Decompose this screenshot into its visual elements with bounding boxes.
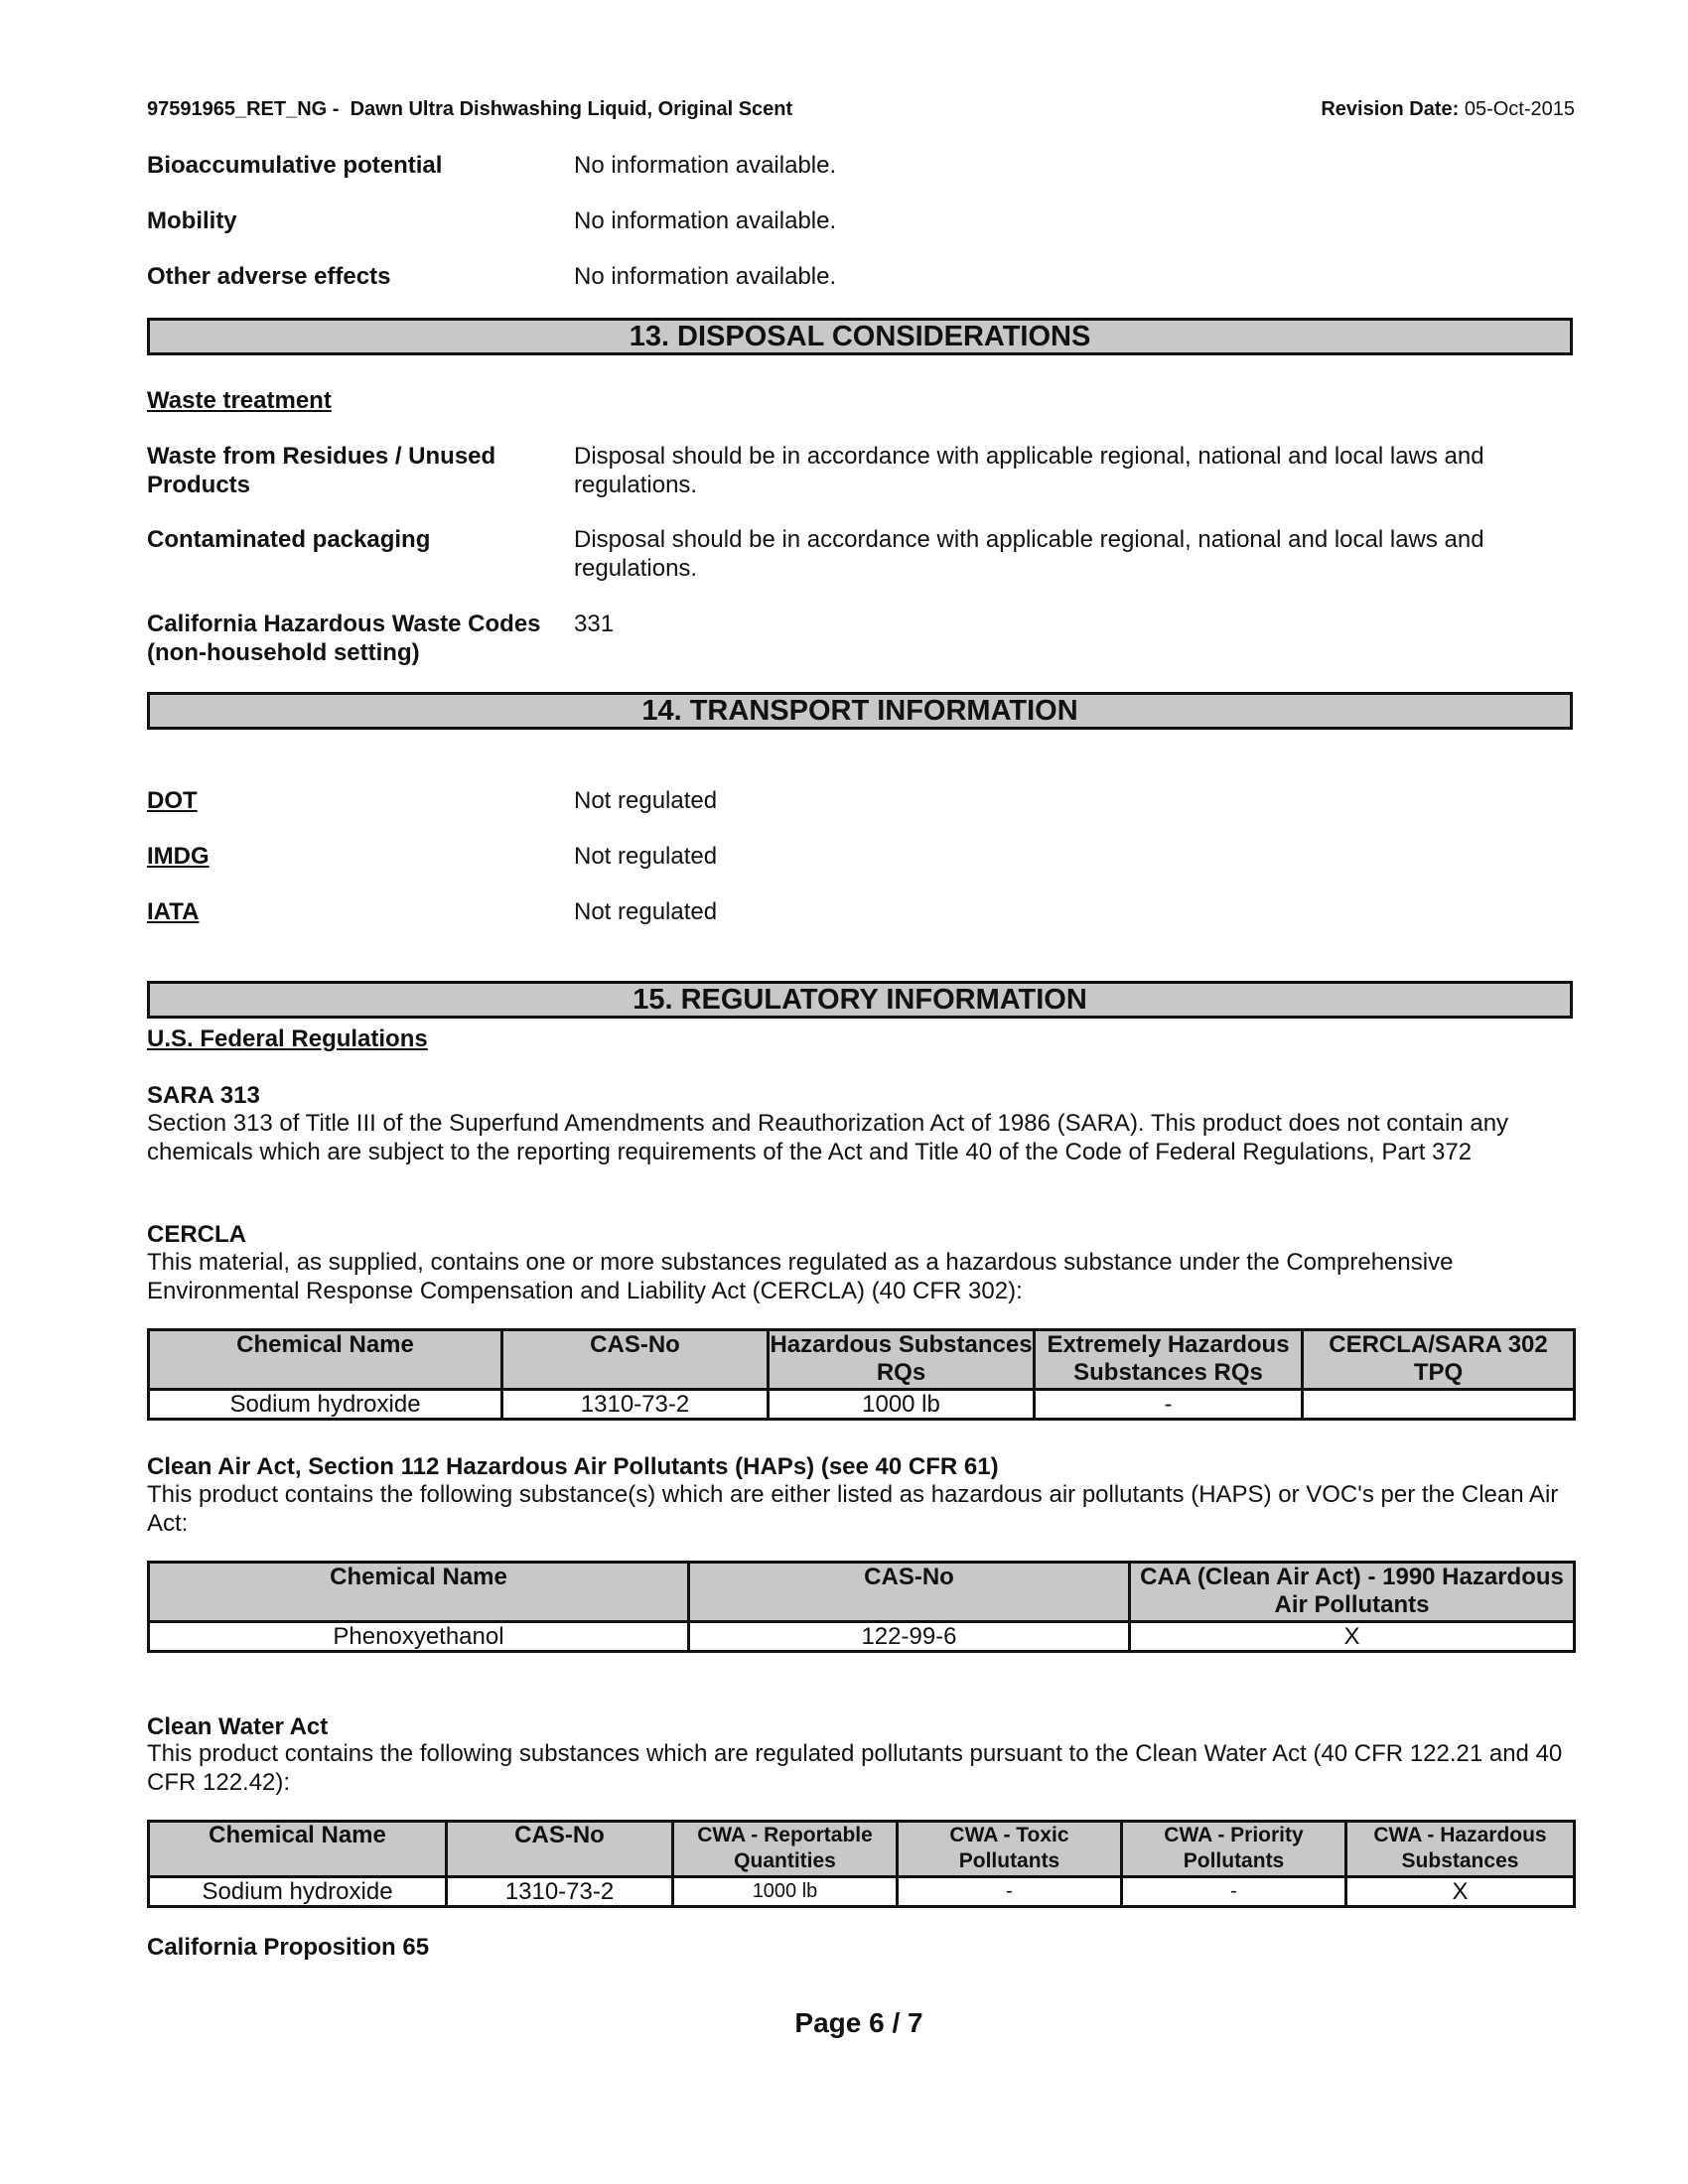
table-header: CAS-No bbox=[502, 1330, 769, 1390]
caa-table bbox=[147, 1561, 1576, 1653]
waste-residues-label: Waste from Residues / Unused Products bbox=[147, 443, 496, 498]
table-header: CAS-No bbox=[447, 1822, 673, 1877]
table-cell: 1000 lb bbox=[673, 1877, 898, 1907]
cwa-table bbox=[147, 1820, 1576, 1908]
table-header: CAA (Clean Air Act) - 1990 Hazardous Air Pollutants bbox=[1130, 1563, 1575, 1622]
contaminated-packaging-value: Disposal should be in accordance with applicable regional, national and local laws and regulations. bbox=[574, 526, 1484, 582]
table-header: Extremely Hazardous Substances RQs bbox=[1035, 1330, 1303, 1390]
waste-treatment-subheading: Waste treatment bbox=[147, 387, 332, 414]
imdg-value: Not regulated bbox=[574, 843, 718, 870]
other-adverse-label: Other adverse effects bbox=[147, 263, 391, 290]
table-cell: 122-99-6 bbox=[689, 1622, 1130, 1652]
table-cell: 1000 lb bbox=[769, 1390, 1035, 1420]
cwa-title: Clean Water Act bbox=[147, 1713, 329, 1740]
revision-value: 05-Oct-2015 bbox=[1464, 98, 1575, 120]
product-name: Dawn Ultra Dishwashing Liquid, Original Scent bbox=[350, 98, 793, 120]
table-header: Chemical Name bbox=[149, 1330, 502, 1390]
cercla-table bbox=[147, 1328, 1576, 1421]
us-federal-subheading: U.S. Federal Regulations bbox=[147, 1025, 428, 1052]
section-14-heading: 14. TRANSPORT INFORMATION bbox=[147, 692, 1573, 730]
table-cell: - bbox=[1122, 1877, 1346, 1907]
table-header: Chemical Name bbox=[149, 1822, 447, 1877]
imdg-label: IMDG bbox=[147, 843, 210, 870]
prop65-title: California Proposition 65 bbox=[147, 1934, 430, 1961]
ca-waste-codes-label: California Hazardous Waste Codes (non-household setting) bbox=[147, 611, 541, 666]
table-header: CWA - Reportable Quantities bbox=[673, 1822, 898, 1877]
table-header: CAS-No bbox=[689, 1563, 1130, 1622]
table-header: CERCLA/SARA 302 TPQ bbox=[1303, 1330, 1575, 1390]
table-header: CWA - Toxic Pollutants bbox=[898, 1822, 1122, 1877]
table-header: Hazardous Substances RQs bbox=[769, 1330, 1035, 1390]
iata-label: IATA bbox=[147, 898, 200, 925]
other-adverse-value: No information available. bbox=[574, 263, 837, 290]
document-header-title bbox=[147, 98, 792, 121]
page-number: Page 6 / 7 bbox=[794, 2007, 923, 2038]
section-15-heading: 15. REGULATORY INFORMATION bbox=[147, 981, 1573, 1019]
ca-waste-codes-value: 331 bbox=[574, 611, 615, 637]
caa-text: This product contains the following substance(s) which are either listed as hazardous air pollutants (HAPS) or VOC's per the Clean Air Act: bbox=[147, 1481, 1559, 1537]
contaminated-packaging-label: Contaminated packaging bbox=[147, 526, 431, 553]
table-cell: Phenoxyethanol bbox=[149, 1622, 689, 1652]
bioaccumulative-value: No information available. bbox=[574, 152, 837, 179]
dot-label: DOT bbox=[147, 787, 198, 814]
table-header: CWA - Hazardous Substances bbox=[1346, 1822, 1575, 1877]
table-cell: - bbox=[898, 1877, 1122, 1907]
revision-date bbox=[1321, 98, 1575, 121]
table-cell bbox=[1303, 1390, 1575, 1420]
revision-label: Revision Date: bbox=[1321, 98, 1460, 120]
sara-text: Section 313 of Title III of the Superfund Amendments and Reauthorization Act of 1986 (SARA). This product does not contain any chemicals which are subject to the reporting requirements of the Act and Title 40 of the Code of Federal Regulations, Part 372 bbox=[147, 1110, 1509, 1165]
table-cell: 1310-73-2 bbox=[447, 1877, 673, 1907]
sara-title: SARA 313 bbox=[147, 1082, 260, 1109]
bioaccumulative-label: Bioaccumulative potential bbox=[147, 152, 443, 179]
table-cell: 1310-73-2 bbox=[502, 1390, 769, 1420]
waste-residues-value: Disposal should be in accordance with applicable regional, national and local laws and regulations. bbox=[574, 443, 1484, 498]
table-header: Chemical Name bbox=[149, 1563, 689, 1622]
iata-value: Not regulated bbox=[574, 898, 718, 925]
table-cell: Sodium hydroxide bbox=[149, 1877, 447, 1907]
table-cell: - bbox=[1035, 1390, 1303, 1420]
cwa-text: This product contains the following substances which are regulated pollutants pursuant to the Clean Water Act (40 CFR 122.21 and 40 CFR 122.42): bbox=[147, 1740, 1563, 1796]
table-cell: X bbox=[1130, 1622, 1575, 1652]
table-header: CWA - Priority Pollutants bbox=[1122, 1822, 1346, 1877]
table-cell: Sodium hydroxide bbox=[149, 1390, 502, 1420]
document-id: 97591965_RET_NG - bbox=[147, 98, 340, 120]
mobility-label: Mobility bbox=[147, 207, 237, 234]
caa-title: Clean Air Act, Section 112 Hazardous Air Pollutants (HAPs) (see 40 CFR 61) bbox=[147, 1453, 999, 1480]
section-13-heading: 13. DISPOSAL CONSIDERATIONS bbox=[147, 318, 1573, 355]
cercla-text: This material, as supplied, contains one or more substances regulated as a hazardous substance under the Comprehensive Environmental Response Compensation and Liability Act (CERCLA) (40 CFR 302): bbox=[147, 1249, 1454, 1304]
dot-value: Not regulated bbox=[574, 787, 718, 814]
cercla-title: CERCLA bbox=[147, 1221, 246, 1248]
mobility-value: No information available. bbox=[574, 207, 837, 234]
table-cell: X bbox=[1346, 1877, 1575, 1907]
